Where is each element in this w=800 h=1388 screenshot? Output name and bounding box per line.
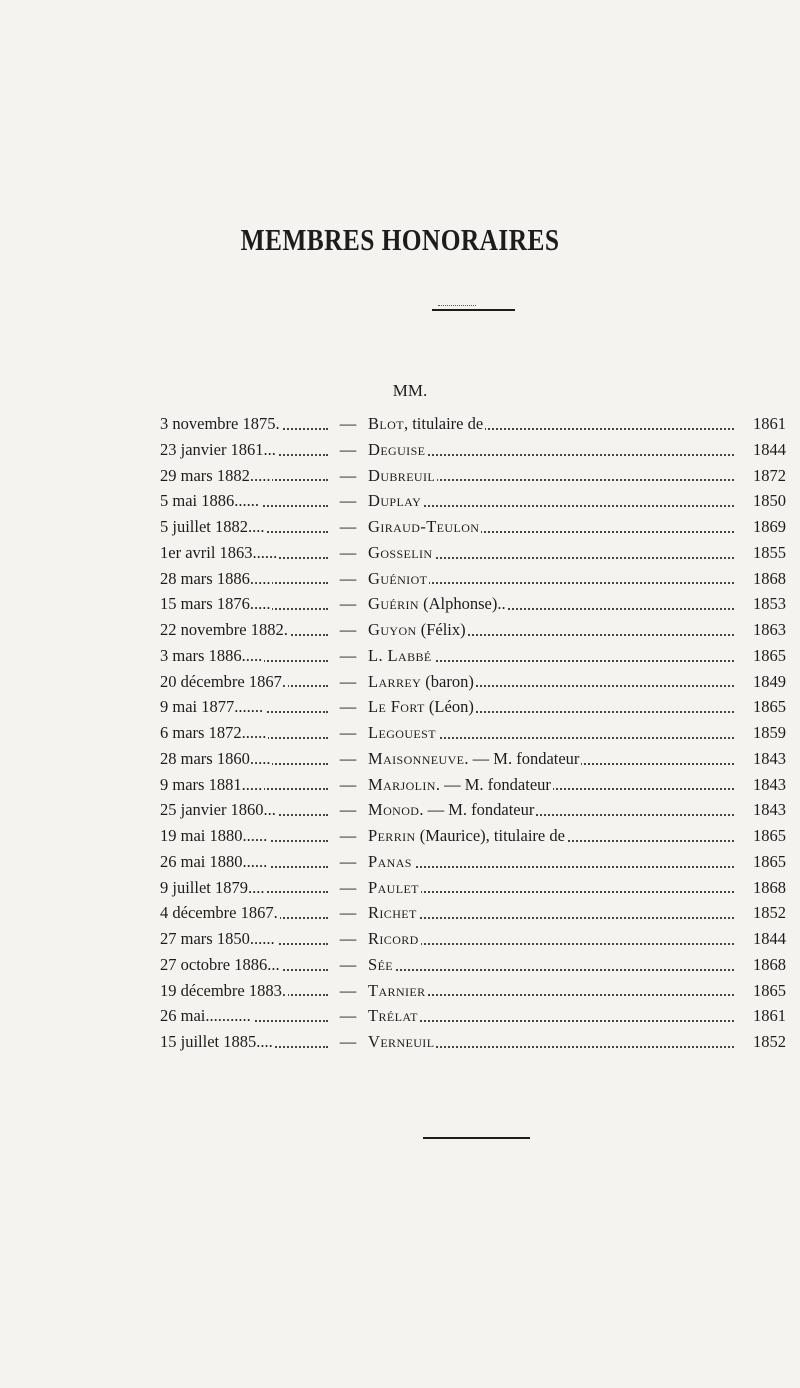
member-surname: Maisonneuve xyxy=(368,748,465,768)
member-name-line xyxy=(368,517,481,536)
member-name-cell xyxy=(368,849,734,875)
member-name-suffix: . — M. fondateur xyxy=(419,800,535,820)
member-date-text: 9 mars 1881..... xyxy=(160,774,263,794)
member-name-suffix: , titulaire de xyxy=(403,414,484,433)
leader-dots xyxy=(368,891,734,893)
title-ornament-rule xyxy=(432,309,515,311)
separator-dash: — xyxy=(339,645,357,665)
member-name-line xyxy=(368,697,476,716)
member-name-cell xyxy=(368,514,734,540)
member-row xyxy=(160,1003,786,1029)
member-surname: Marjolin xyxy=(368,774,436,794)
member-date-text: 5 juillet 1882.... xyxy=(160,517,265,536)
member-name-cell xyxy=(368,488,734,514)
member-admission-date xyxy=(160,669,328,695)
member-name-line xyxy=(368,903,419,922)
member-name-cell xyxy=(368,952,734,978)
member-name-line xyxy=(368,852,414,871)
member-name-cell xyxy=(368,669,734,695)
separator-dash: — xyxy=(339,465,357,485)
separator-dash: — xyxy=(339,517,357,536)
member-row xyxy=(160,823,786,849)
member-surname: Legouest xyxy=(368,723,436,742)
members-list xyxy=(160,411,786,1055)
member-name-line xyxy=(368,800,536,819)
member-year: 1844 xyxy=(753,439,786,459)
leader-dots xyxy=(368,1020,734,1022)
separator-dash: — xyxy=(339,594,357,614)
member-surname: Deguise xyxy=(368,439,426,459)
member-surname: Trélat xyxy=(368,1006,418,1026)
member-date-text: 28 mars 1860..... xyxy=(160,748,271,768)
member-admission-date xyxy=(160,463,328,489)
separator-dash: — xyxy=(339,774,357,794)
member-name-line xyxy=(368,749,581,768)
member-year: 1865 xyxy=(753,645,786,665)
member-name-cell xyxy=(368,437,734,463)
member-row xyxy=(160,488,786,514)
leader-dots xyxy=(368,969,734,971)
member-surname: Richet xyxy=(368,903,417,923)
member-year: 1843 xyxy=(753,748,786,768)
member-year: 1843 xyxy=(753,800,786,820)
leader-dots xyxy=(368,866,734,868)
member-name-cell xyxy=(368,746,734,772)
member-row xyxy=(160,540,786,566)
separator-dash: — xyxy=(339,568,357,588)
separator-dash: — xyxy=(339,1032,357,1051)
member-surname: Dubreuil xyxy=(368,465,436,485)
member-date-text: 27 octobre 1886... xyxy=(160,954,280,974)
member-row xyxy=(160,1029,786,1055)
honorific-heading: MM. xyxy=(392,381,428,400)
member-name-line xyxy=(368,929,421,948)
member-surname: Le Fort xyxy=(368,697,425,717)
member-admission-date xyxy=(160,1029,328,1055)
separator-dash: — xyxy=(339,903,357,923)
separator-dash: — xyxy=(339,980,357,1000)
member-admission-date xyxy=(160,617,328,643)
member-name-line xyxy=(368,826,567,845)
member-year: 1861 xyxy=(753,1006,786,1026)
leader-dots xyxy=(368,943,734,945)
member-year: 1855 xyxy=(753,542,786,562)
member-row xyxy=(160,875,786,901)
member-row xyxy=(160,746,786,772)
member-name-suffix: (Maurice), titulaire de xyxy=(415,826,565,845)
member-name-suffix: (Léon) xyxy=(424,697,474,717)
separator-dash: — xyxy=(339,439,357,459)
member-surname: Larrey xyxy=(368,671,422,691)
member-name-cell xyxy=(368,772,734,798)
member-name-cell xyxy=(368,617,734,643)
member-name-line xyxy=(368,646,434,665)
member-name-cell xyxy=(368,978,734,1004)
member-name-line xyxy=(368,775,553,794)
member-date-text: 27 mars 1850...... xyxy=(160,929,275,948)
member-name-cell xyxy=(368,591,734,617)
member-name-cell xyxy=(368,720,734,746)
separator-dash: — xyxy=(339,877,357,897)
member-name-cell xyxy=(368,823,734,849)
separator-dash: — xyxy=(339,491,357,511)
separator-dash: — xyxy=(339,697,357,717)
member-year: 1859 xyxy=(753,723,786,742)
member-name-cell xyxy=(368,411,734,437)
member-name-cell xyxy=(368,463,734,489)
member-surname: Guérin xyxy=(368,594,419,614)
member-date-text: 29 mars 1882..... xyxy=(160,465,271,485)
member-date-text: 6 mars 1872...... xyxy=(160,723,267,742)
member-admission-date xyxy=(160,488,328,514)
member-row xyxy=(160,720,786,746)
member-date-text: 9 mai 1877....... xyxy=(160,697,264,717)
member-row xyxy=(160,463,786,489)
member-row xyxy=(160,926,786,952)
member-date-text: 20 décembre 1867. xyxy=(160,671,286,691)
separator-dash: — xyxy=(339,1006,357,1026)
member-name-cell xyxy=(368,900,734,926)
member-year: 1868 xyxy=(753,877,786,897)
member-admission-date xyxy=(160,514,328,540)
member-admission-date xyxy=(160,900,328,926)
member-year: 1863 xyxy=(753,620,786,639)
member-surname: Gosselin xyxy=(368,542,433,562)
member-name-line xyxy=(368,981,428,1000)
separator-dash: — xyxy=(339,723,357,742)
member-date-text: 25 janvier 1860... xyxy=(160,800,276,820)
member-date-text: 3 novembre 1875. xyxy=(160,414,280,433)
member-name-line xyxy=(368,414,485,433)
member-name-cell xyxy=(368,566,734,592)
member-name-suffix: . — M. fondateur xyxy=(435,774,551,794)
member-admission-date xyxy=(160,978,328,1004)
member-name-cell xyxy=(368,694,734,720)
member-date-text: 5 mai 1886...... xyxy=(160,491,259,511)
member-year: 1865 xyxy=(753,697,786,717)
member-surname: Ricord xyxy=(368,929,419,948)
member-date-text: 28 mars 1886..... xyxy=(160,568,271,588)
separator-dash: — xyxy=(339,542,357,562)
member-admission-date xyxy=(160,720,328,746)
member-surname: Duplay xyxy=(368,491,422,511)
member-row xyxy=(160,437,786,463)
member-name-cell xyxy=(368,1003,734,1029)
member-name-line xyxy=(368,491,423,510)
member-year: 1849 xyxy=(753,671,786,691)
page-title: MEMBRES HONORAIRES xyxy=(240,222,560,257)
separator-dash: — xyxy=(339,671,357,691)
member-name-line xyxy=(368,878,421,897)
member-surname: Giraud-Teulon xyxy=(368,517,480,536)
member-name-cell xyxy=(368,797,734,823)
member-admission-date xyxy=(160,1003,328,1029)
member-year: 1869 xyxy=(753,517,786,536)
member-row xyxy=(160,772,786,798)
member-row xyxy=(160,514,786,540)
member-row xyxy=(160,900,786,926)
member-name-line xyxy=(368,569,429,588)
member-date-text: 15 juillet 1885.... xyxy=(160,1032,273,1051)
member-row xyxy=(160,566,786,592)
member-row xyxy=(160,617,786,643)
member-admission-date xyxy=(160,952,328,978)
separator-dash: — xyxy=(339,826,357,845)
member-surname: Verneuil xyxy=(368,1032,435,1051)
member-admission-date xyxy=(160,746,328,772)
member-surname: Blot xyxy=(368,414,404,433)
member-year: 1865 xyxy=(753,851,786,871)
member-name-line xyxy=(368,723,438,742)
member-row xyxy=(160,591,786,617)
member-admission-date xyxy=(160,437,328,463)
member-name-line xyxy=(368,955,395,974)
separator-dash: — xyxy=(339,748,357,768)
member-date-text: 26 mai........... xyxy=(160,1006,251,1026)
separator-dash: — xyxy=(339,414,357,433)
member-surname: Guyon xyxy=(368,620,417,639)
member-year: 1853 xyxy=(753,594,786,614)
member-surname: Perrin xyxy=(368,826,416,845)
member-row xyxy=(160,797,786,823)
member-name-suffix: (Alphonse).. xyxy=(418,594,506,614)
member-name-cell xyxy=(368,926,734,952)
member-admission-date xyxy=(160,926,328,952)
member-surname: Tarnier xyxy=(368,980,426,1000)
member-row xyxy=(160,643,786,669)
member-surname: Panas xyxy=(368,851,412,871)
member-name-suffix: . — M. fondateur xyxy=(464,748,580,768)
member-date-text: 9 juillet 1879.... xyxy=(160,877,265,897)
member-name-cell xyxy=(368,875,734,901)
member-surname: Monod xyxy=(368,800,420,820)
member-name-line xyxy=(368,594,508,613)
separator-dash: — xyxy=(339,929,357,948)
member-date-text: 23 janvier 1861... xyxy=(160,439,276,459)
member-name-line xyxy=(368,466,437,485)
member-date-text: 26 mai 1880...... xyxy=(160,851,268,871)
member-surname: Paulet xyxy=(368,877,419,897)
member-name-line xyxy=(368,543,434,562)
member-date-text: 3 mars 1886..... xyxy=(160,645,263,665)
member-name-line xyxy=(368,620,468,639)
member-date-text: 4 décembre 1867. xyxy=(160,903,278,923)
member-admission-date xyxy=(160,849,328,875)
member-row xyxy=(160,669,786,695)
member-surname: L. Labbé xyxy=(368,645,432,665)
member-admission-date xyxy=(160,875,328,901)
member-year: 1852 xyxy=(753,903,786,923)
member-name-line xyxy=(368,1006,420,1025)
member-admission-date xyxy=(160,540,328,566)
member-admission-date xyxy=(160,643,328,669)
member-year: 1850 xyxy=(753,491,786,511)
member-surname: Sée xyxy=(368,954,394,974)
separator-dash: — xyxy=(339,800,357,820)
member-year: 1861 xyxy=(753,414,786,433)
member-year: 1868 xyxy=(753,568,786,588)
member-admission-date xyxy=(160,591,328,617)
member-name-line xyxy=(368,672,476,691)
member-row xyxy=(160,849,786,875)
member-date-text: 22 novembre 1882. xyxy=(160,620,288,639)
member-date-text: 15 mars 1876..... xyxy=(160,594,271,614)
member-year: 1843 xyxy=(753,774,786,794)
member-year: 1865 xyxy=(753,980,786,1000)
member-admission-date xyxy=(160,797,328,823)
member-surname: Guéniot xyxy=(368,568,428,588)
member-name-suffix: (baron) xyxy=(421,671,474,691)
member-name-cell xyxy=(368,540,734,566)
member-year: 1865 xyxy=(753,826,786,845)
member-year: 1844 xyxy=(753,929,786,948)
member-date-text: 19 décembre 1883. xyxy=(160,980,286,1000)
member-year: 1872 xyxy=(753,465,786,485)
member-name-line xyxy=(368,440,427,459)
member-row xyxy=(160,411,786,437)
separator-dash: — xyxy=(339,954,357,974)
member-year: 1852 xyxy=(753,1032,786,1051)
member-admission-date xyxy=(160,694,328,720)
member-name-line xyxy=(368,1032,436,1051)
member-row xyxy=(160,952,786,978)
separator-dash: — xyxy=(339,851,357,871)
member-date-text: 1er avril 1863...... xyxy=(160,542,278,562)
member-date-text: 19 mai 1880...... xyxy=(160,826,268,845)
member-name-cell xyxy=(368,643,734,669)
member-admission-date xyxy=(160,411,328,437)
member-row xyxy=(160,978,786,1004)
member-name-suffix: (Félix) xyxy=(416,620,466,639)
member-admission-date xyxy=(160,772,328,798)
closing-rule xyxy=(423,1137,530,1139)
separator-dash: — xyxy=(339,620,357,639)
leader-dots xyxy=(368,917,734,919)
member-year: 1868 xyxy=(753,954,786,974)
member-admission-date xyxy=(160,566,328,592)
member-row xyxy=(160,694,786,720)
member-admission-date xyxy=(160,823,328,849)
member-name-cell xyxy=(368,1029,734,1055)
